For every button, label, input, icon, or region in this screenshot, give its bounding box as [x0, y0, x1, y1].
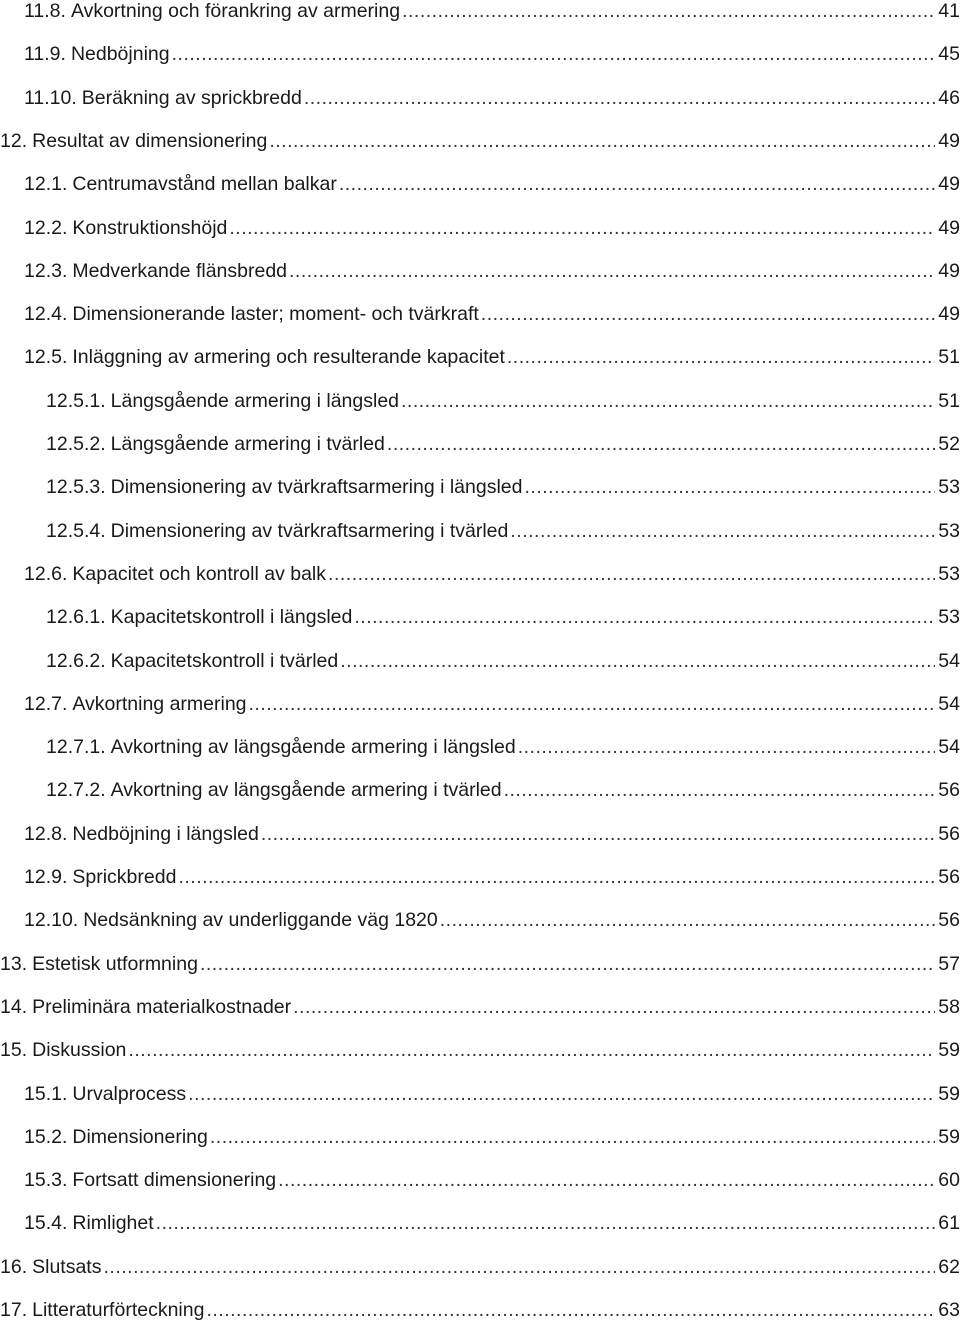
toc-entry-page-number: 63	[938, 1299, 960, 1321]
toc-dot-leader	[504, 775, 936, 805]
toc-dot-leader	[289, 256, 935, 286]
toc-dot-leader	[510, 516, 935, 546]
toc-entry-page-number: 59	[938, 1082, 960, 1105]
toc-entry-title: Dimensionering	[72, 1125, 208, 1148]
toc-entry-title: Medverkande flänsbredd	[72, 259, 288, 282]
toc-entry-title: Fortsatt dimensionering	[72, 1169, 277, 1192]
toc-entry-page-number: 53	[938, 519, 960, 542]
toc-entry[interactable]	[46, 775, 960, 805]
toc-entry-page-number: 49	[938, 259, 960, 282]
toc-entry-page-number: 45	[938, 43, 960, 66]
toc-entry-title: Kapacitet och kontroll av balk	[72, 562, 327, 585]
toc-entry-page-number: 49	[938, 129, 960, 152]
toc-entry[interactable]	[0, 126, 960, 156]
toc-dot-leader	[402, 0, 935, 26]
toc-entry-page-number: 54	[938, 692, 960, 715]
toc-entry[interactable]	[24, 0, 960, 26]
toc-dot-leader	[210, 1122, 935, 1152]
toc-entry-title: Beräkning av sprickbredd	[81, 86, 302, 109]
toc-entry-page-number: 56	[938, 866, 960, 888]
toc-entry-page-number: 54	[938, 736, 960, 759]
toc-entry[interactable]	[0, 1295, 960, 1325]
toc-entry[interactable]	[24, 169, 960, 199]
toc-entry-number: 12.5.1.	[46, 389, 106, 412]
toc-entry-number: 15.3.	[24, 1169, 68, 1192]
toc-dot-leader	[261, 819, 935, 849]
toc-entry-page-number: 56	[938, 909, 960, 932]
toc-entry-title: Avkortning armering	[72, 692, 247, 715]
toc-entry-page-number: 51	[938, 389, 960, 412]
toc-entry-page-number: 51	[938, 346, 960, 369]
toc-entry-number: 12.7.2.	[46, 779, 106, 802]
toc-entry-page-number: 53	[938, 606, 960, 629]
toc-entry-title: Rimlighet	[72, 1212, 154, 1235]
toc-entry-title: Nedböjning i längsled	[72, 822, 259, 845]
toc-entry-page-number: 53	[938, 562, 960, 585]
toc-entry-title: Slutsats	[32, 1255, 102, 1278]
toc-entry[interactable]	[24, 559, 960, 589]
toc-entry-number: 12.6.2.	[46, 649, 106, 672]
toc-entry-number: 12.6.1.	[46, 606, 106, 629]
toc-entry-page-number: 59	[938, 1039, 960, 1062]
toc-entry-number: 11.8.	[24, 0, 66, 22]
toc-entry[interactable]	[24, 342, 960, 372]
toc-entry-number: 12.1.	[24, 173, 68, 196]
toc-entry[interactable]	[24, 1165, 960, 1195]
toc-dot-leader	[249, 689, 936, 719]
toc-entry-number: 12.3.	[24, 259, 68, 282]
toc-dot-leader	[229, 213, 935, 243]
toc-entry[interactable]	[0, 1035, 960, 1065]
toc-entry-title: Nedsänkning av underliggande väg 1820	[83, 909, 438, 932]
toc-entry-page-number: 52	[938, 433, 960, 455]
toc-dot-leader	[401, 386, 935, 416]
toc-entry-page-number: 60	[938, 1169, 960, 1192]
toc-entry-page-number: 56	[938, 822, 960, 845]
toc-entry-page-number: 57	[938, 952, 960, 975]
toc-entry-number: 15.4.	[24, 1212, 68, 1235]
toc-dot-leader	[481, 299, 936, 329]
toc-entry-page-number: 49	[938, 303, 960, 326]
toc-entry-title: Längsgående armering i längsled	[110, 389, 400, 412]
toc-entry-number: 12.2.	[24, 216, 68, 239]
toc-entry-number: 12.10.	[24, 909, 79, 932]
toc-entry[interactable]	[24, 299, 960, 329]
toc-dot-leader	[518, 732, 936, 762]
toc-dot-leader	[278, 1165, 935, 1195]
toc-entry-title: Avkortning och förankring av armering	[70, 0, 401, 22]
toc-entry[interactable]	[46, 472, 960, 502]
toc-entry-title: Litteraturförteckning	[32, 1299, 205, 1321]
toc-entry-title: Avkortning av längsgående armering i längsled	[110, 736, 516, 759]
toc-entry-number: 12.7.	[24, 692, 68, 715]
toc-entry-number: 12.7.1.	[46, 736, 106, 759]
toc-entry-number: 12.5.	[24, 346, 68, 369]
toc-entry[interactable]	[24, 256, 960, 286]
toc-entry-number: 16.	[0, 1255, 28, 1278]
toc-entry-title: Estetisk utformning	[32, 952, 198, 975]
toc-entry-number: 11.9.	[24, 43, 66, 66]
toc-entry[interactable]	[24, 905, 960, 935]
toc-dot-leader	[524, 472, 935, 502]
toc-entry-number: 15.2.	[24, 1125, 68, 1148]
toc-dot-leader	[103, 1252, 935, 1282]
toc-entry[interactable]	[46, 386, 960, 416]
toc-entry[interactable]	[46, 732, 960, 762]
toc-entry-page-number: 49	[938, 173, 960, 196]
toc-entry-title: Resultat av dimensionering	[32, 129, 268, 152]
toc-dot-leader	[206, 1295, 935, 1325]
toc-entry-title: Inläggning av armering och resulterande kapacitet	[72, 346, 505, 369]
toc-dot-leader	[339, 169, 935, 199]
toc-dot-leader	[156, 1208, 936, 1238]
toc-dot-leader	[128, 1035, 935, 1065]
toc-dot-leader	[328, 559, 935, 589]
toc-entry[interactable]	[24, 1208, 960, 1238]
toc-entry[interactable]	[0, 1252, 960, 1282]
toc-entry[interactable]	[46, 646, 960, 676]
toc-entry[interactable]	[0, 949, 960, 979]
toc-entry-title: Urvalprocess	[72, 1082, 187, 1105]
toc-entry-title: Dimensionerande laster; moment- och tvärkraft	[72, 303, 479, 326]
toc-entry[interactable]	[46, 516, 960, 546]
toc-entry-page-number: 58	[938, 995, 960, 1018]
toc-entry-number: 13.	[0, 952, 28, 975]
toc-dot-leader	[387, 429, 935, 459]
toc-entry[interactable]	[46, 602, 960, 632]
toc-entry[interactable]	[24, 862, 960, 892]
toc-entry[interactable]	[0, 992, 960, 1022]
toc-entry[interactable]	[24, 689, 960, 719]
toc-dot-leader	[200, 949, 935, 979]
toc-entry-title: Dimensionering av tvärkraftsarmering i tvärled	[110, 519, 509, 542]
toc-entry-title: Konstruktionshöjd	[72, 216, 228, 239]
toc-entry-page-number: 49	[938, 216, 960, 239]
toc-dot-leader	[188, 1079, 935, 1109]
toc-entry-title: Avkortning av längsgående armering i tvärled	[110, 779, 502, 802]
toc-dot-leader	[172, 39, 936, 69]
toc-entry-number: 17.	[0, 1299, 28, 1321]
toc-entry-number: 11.10.	[24, 86, 77, 109]
toc-dot-leader	[269, 126, 935, 156]
toc-entry[interactable]	[24, 1079, 960, 1109]
toc-entry-page-number: 56	[938, 779, 960, 802]
toc-entry-title: Kapacitetskontroll i tvärled	[110, 649, 339, 672]
toc-entry-title: Nedböjning	[70, 43, 170, 66]
toc-entry-number: 12.5.3.	[46, 476, 106, 499]
toc-entry-title: Kapacitetskontroll i längsled	[110, 606, 353, 629]
toc-entry-title: Sprickbredd	[72, 866, 177, 888]
toc-entry-number: 12.5.2.	[46, 433, 106, 455]
toc-entry-number: 12.4.	[24, 303, 68, 326]
toc-entry-title: Längsgående armering i tvärled	[110, 433, 385, 455]
toc-entry[interactable]	[24, 1122, 960, 1152]
toc-entry-page-number: 41	[938, 0, 960, 22]
toc-entry-number: 12.9.	[24, 866, 68, 888]
toc-entry-page-number: 59	[938, 1125, 960, 1148]
toc-entry-page-number: 53	[938, 476, 960, 499]
toc-entry[interactable]	[24, 83, 960, 113]
toc-dot-leader	[293, 992, 935, 1022]
toc-entry[interactable]	[24, 213, 960, 243]
toc-entry-number: 14.	[0, 995, 28, 1018]
toc-entry[interactable]	[24, 819, 960, 849]
toc-entry-title: Preliminära materialkostnader	[32, 995, 292, 1018]
toc-dot-leader	[440, 905, 936, 935]
toc-entry-page-number: 46	[938, 86, 960, 109]
toc-entry-page-number: 62	[938, 1255, 960, 1278]
toc-entry-number: 15.1.	[24, 1082, 68, 1105]
toc-dot-leader	[178, 862, 935, 892]
toc-entry[interactable]	[46, 429, 960, 459]
toc-entry-number: 12.	[0, 129, 28, 152]
toc-dot-leader	[340, 646, 935, 676]
toc-entry-number: 15.	[0, 1039, 28, 1062]
toc-entry-page-number: 61	[938, 1212, 960, 1235]
toc-dot-leader	[507, 342, 935, 372]
toc-entry-title: Diskussion	[32, 1039, 127, 1062]
toc-dot-leader	[304, 83, 935, 113]
toc-entry-number: 12.6.	[24, 562, 68, 585]
toc-entry-number: 12.5.4.	[46, 519, 106, 542]
toc-dot-leader	[354, 602, 935, 632]
toc-entry[interactable]	[24, 39, 960, 69]
toc-entry-number: 12.8.	[24, 822, 68, 845]
toc-entry-page-number: 54	[938, 649, 960, 672]
toc-entry-title: Centrumavstånd mellan balkar	[72, 173, 337, 196]
toc-entry-title: Dimensionering av tvärkraftsarmering i längsled	[110, 476, 523, 499]
